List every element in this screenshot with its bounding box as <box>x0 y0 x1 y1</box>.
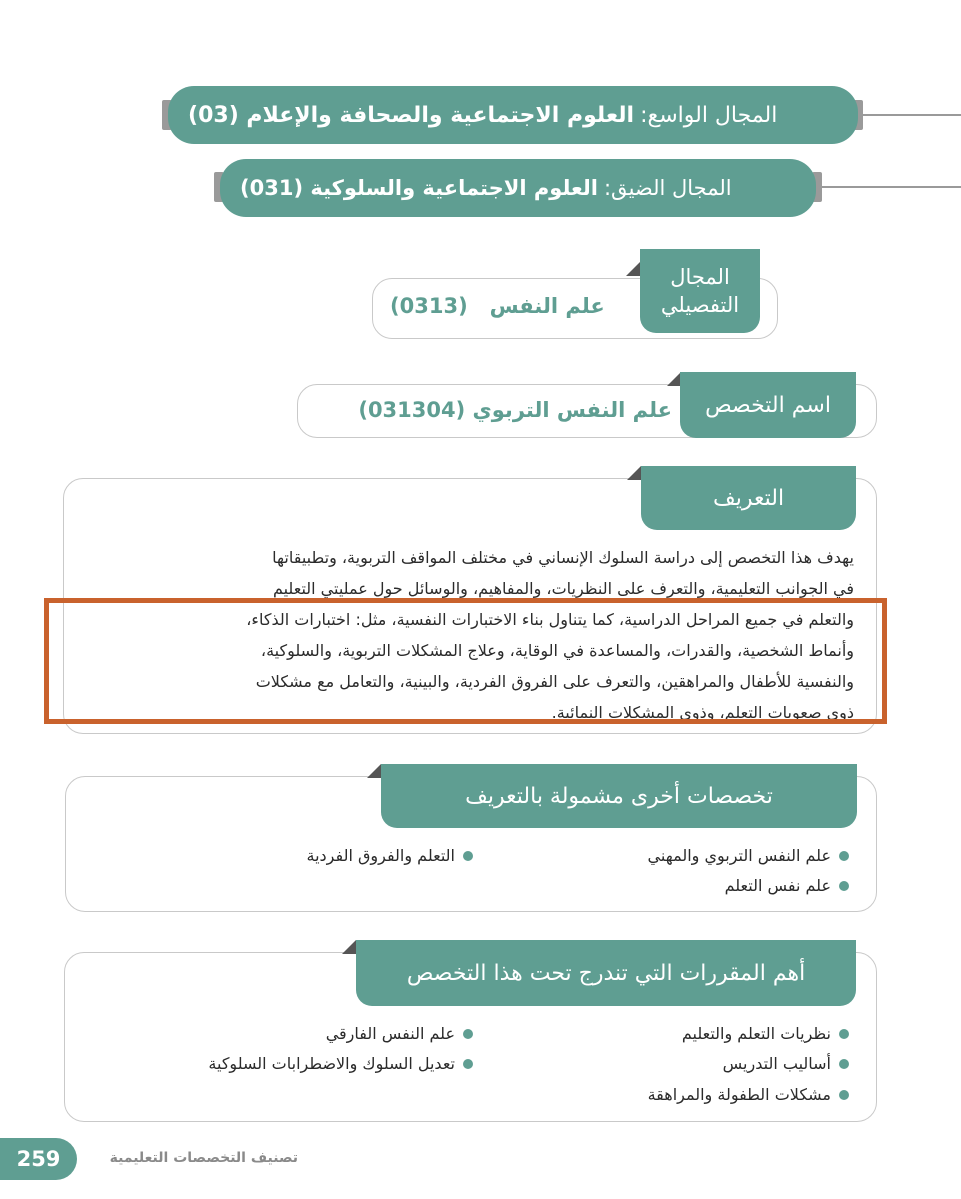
course-item-label: مشكلات الطفولة والمراهقة <box>647 1085 831 1104</box>
detailed-field-tag <box>640 249 760 333</box>
courses-tag-notch <box>342 940 356 954</box>
bullet-dot <box>839 1059 849 1069</box>
detailed-tag-notch <box>626 262 640 276</box>
highlight-box <box>44 598 887 724</box>
specialization-value: علم النفس التربوي (031304) <box>358 398 672 422</box>
course-item <box>723 1054 849 1073</box>
narrow-field-value: العلوم الاجتماعية والسلوكية (031) <box>240 176 598 200</box>
narrow-field-pill <box>220 159 816 217</box>
definition-line-1: يهدف هذا التخصص إلى دراسة السلوك الإنساني في مختلف المواقف التربوية، وتطبيقاتها <box>272 548 854 567</box>
definition-line-5: والنفسية للأطفال والمراهقين، والتعرف على الفروق الفردية، والبينية، والتعامل مع مشكلات <box>255 672 854 691</box>
bullet-dot <box>839 851 849 861</box>
definition-line-3: والتعلم في جميع المراحل الدراسية، كما يتناول بناء الاختبارات النفسية، مثل: اختبارات الذكاء، <box>246 610 854 629</box>
related-item <box>307 846 474 865</box>
courses-title: أهم المقررات التي تندرج تحت هذا التخصص <box>406 960 806 986</box>
course-item <box>326 1024 473 1043</box>
related-item <box>648 846 849 865</box>
broad-connector-line <box>860 114 961 116</box>
courses-tag <box>356 940 856 1006</box>
related-item <box>725 876 849 895</box>
page-number: 259 <box>16 1147 61 1171</box>
course-item-label: أساليب التدريس <box>722 1054 831 1073</box>
bullet-dot <box>839 1029 849 1039</box>
bullet-dot <box>839 1090 849 1100</box>
related-title: تخصصات أخرى مشمولة بالتعريف <box>465 783 773 809</box>
definition-tag <box>641 466 856 530</box>
related-item-label: علم نفس التعلم <box>724 876 831 895</box>
specialization-tag <box>680 372 856 438</box>
narrow-connector-line <box>818 186 961 188</box>
bullet-dot <box>463 1029 473 1039</box>
course-item <box>648 1085 849 1104</box>
broad-field-label: المجال الواسع: <box>640 102 778 128</box>
definition-tag-notch <box>627 466 641 480</box>
course-item-label: نظريات التعلم والتعليم <box>681 1024 831 1043</box>
definition-title: التعريف <box>712 485 785 511</box>
definition-line-6: ذوي صعوبات التعلم، وذوي المشكلات النمائية. <box>551 703 854 722</box>
bullet-dot <box>463 851 473 861</box>
page-number-tab <box>0 1138 77 1180</box>
related-tag <box>381 764 857 828</box>
definition-line-4: وأنماط الشخصية، والقدرات، والمساعدة في الوقاية، وعلاج المشكلات التربوية، والسلوكية، <box>260 641 854 660</box>
detailed-field-label-2: التفصيلي <box>660 293 740 317</box>
course-item <box>682 1024 849 1043</box>
course-item-label: علم النفس الفارقي <box>325 1024 455 1043</box>
definition-line-2: في الجوانب التعليمية، والتعرف على النظريات، والمفاهيم، والوسائل حول عمليتي التعليم <box>272 579 854 598</box>
specialization-label: اسم التخصص <box>705 392 831 418</box>
detailed-field-value: علم النفس (0313) <box>390 294 605 318</box>
course-item-label: تعديل السلوك والاضطرابات السلوكية <box>208 1054 455 1073</box>
footer-book-title: تصنيف التخصصات التعليمية <box>109 1150 298 1166</box>
narrow-field-label: المجال الضيق: <box>603 176 732 200</box>
course-item <box>208 1054 473 1073</box>
broad-field-pill <box>168 86 858 144</box>
bullet-dot <box>463 1059 473 1069</box>
detailed-field-label-1: المجال <box>670 265 730 289</box>
related-tag-notch <box>367 764 381 778</box>
specialization-tag-notch <box>667 372 681 386</box>
broad-field-value: العلوم الاجتماعية والصحافة والإعلام (03) <box>188 102 635 128</box>
related-item-label: التعلم والفروق الفردية <box>306 846 455 865</box>
bullet-dot <box>839 881 849 891</box>
related-item-label: علم النفس التربوي والمهني <box>647 846 831 865</box>
